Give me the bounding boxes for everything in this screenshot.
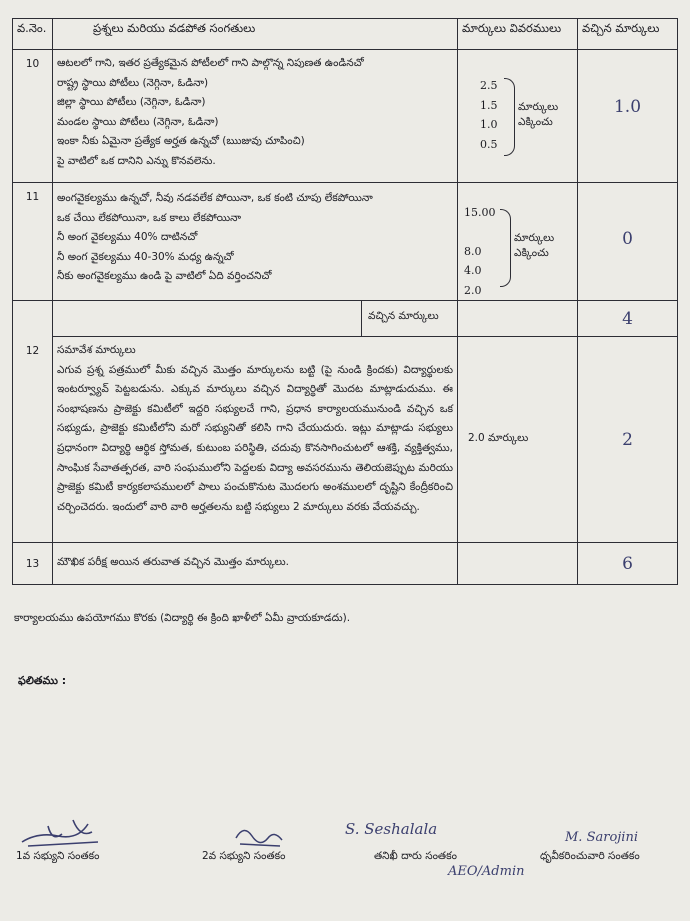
handwritten-inspector-name: S. Seshalala [345, 820, 438, 838]
mark-value: 0.5 [480, 137, 498, 151]
subtotal-row [13, 301, 678, 337]
subtotal-label: వచ్చిన మార్కులు [361, 301, 457, 336]
total-score [578, 543, 678, 585]
brace-icon [504, 78, 515, 156]
interview-paragraph: ఎగువ ప్రశ్న పత్రములో మీకు వచ్చిన మొత్తం మార్కులను బట్టి (పై నుండి క్రిందకు) విద్యార్థులకు ఇంటర్వ్యూవ్ పెట్టబడును. ఎక్కువ మార్కులు వచ్చిన విద్యార్థితో మొదట మాట్లాడుదుము. ఈ సంభాషణను ప్రాజెక్టు కమిటీలో ఇద్దరి సభ్యులచే గాని, ప్రధాన కార్యాలయమునుండి వచ్చిన ఒక సభ్యుడు, ప్రాజెక్టు కమిటీలోని మరో సభ్యునితో కలిసి గాని చేయుదురు. ఇట్లు మాట్లాడు సభ్యులు ప్రధానంగా విద్యార్థి ఆర్థిక స్తోమత, కుటుంబ పరిస్థితి, చదువు కొనసాగించుటలో ఆశక్తి, వ్యక్తిత్వము, సాంఘిక సేవాతత్పరత, వారి సంఘములోని పెద్దలకు విద్యా అవసరమును తెలియజెప్పుట మరియు ప్రాజెక్టు కమిటీ కార్యకలాపములలో పాలు పంచుకొనుట మొదలగు అంశములలో దృష్టిని కేంద్రీకరించి చర్చించెదరు. ఇందులో వారి వారి అర్హతలను బట్టి సభ్యులు 2 మార్కులు వరకు వేయవచ్చు. [57, 363, 453, 513]
brace-label-line: మార్కులు [518, 101, 559, 113]
question-line: రాష్ట్ర స్థాయి పోటీలు (నెగ్గినా, ఓడినా) [57, 76, 209, 89]
obtained-score [578, 183, 678, 301]
table-row-10 [13, 50, 678, 183]
row-number: 11 [13, 183, 53, 301]
question-line: ఆటలలో గాని, ఇతర ప్రత్యేకమైన పోటీలలో గాని పాల్గొన్న నిపుణత ఉండినచో [57, 57, 364, 69]
signature-member1-icon [18, 812, 108, 852]
header-serial-no: వ.నెం. [13, 19, 53, 50]
marks-details-cell [458, 183, 578, 301]
marks-details-cell [458, 50, 578, 183]
question-line: నీకు అంగవైకల్యము ఉండి పై వాటిలో ఏది వర్తించనిచో [57, 270, 272, 282]
mark-value: 2.0 [464, 283, 482, 297]
obtained-score [578, 50, 678, 183]
table-row-11 [13, 183, 678, 301]
handwritten-certifier-name: M. Sarojini [565, 830, 638, 845]
mark-value: 2.5 [480, 79, 498, 92]
question-line: ఇంకా నీకు ఏమైనా ప్రత్యేక అర్హత ఉన్నచో (ఋజువు చూపించి) [57, 135, 305, 147]
marks-details-cell [458, 337, 578, 543]
row-number: 10 [13, 50, 53, 183]
subtotal-spacer [13, 301, 53, 337]
marks-values [480, 76, 498, 154]
question-line: మండల స్థాయి పోటీలు (నెగ్గినా, ఓడినా) [57, 115, 219, 128]
subtotal-score [578, 301, 678, 337]
handwritten-aeo: AEO/Admin [448, 864, 525, 879]
question-line: జిల్లా స్థాయి పోటీలు (నెగ్గినా, ఓడినా) [57, 96, 206, 108]
office-use-note: కార్యాలయము ఉపయోగము కొరకు (విద్యార్థి ఈ క్రింది ఖాళీలో ఏమీ వ్రాయకూడదు). [14, 612, 351, 624]
subtotal-label-cell [53, 301, 458, 337]
header-marks-details: మార్కులు వివరములు [458, 19, 578, 50]
table-row-12 [13, 337, 678, 543]
result-label: ఫలితము : [18, 674, 67, 687]
interview-cell [53, 337, 458, 543]
brace-icon [500, 209, 511, 287]
mark-value: 4.0 [464, 264, 482, 277]
total-value: 6 [622, 553, 633, 574]
mark-value: 1.5 [480, 98, 498, 112]
obtained-value: 1.0 [613, 97, 642, 117]
subtotal-empty [458, 301, 578, 337]
member2-signature-label: 2వ సభ్యుని సంతకం [202, 850, 286, 862]
table-header-row [13, 19, 678, 50]
obtained-score [578, 337, 678, 543]
row-number: 12 [13, 337, 53, 543]
mark-value: 8.0 [464, 244, 482, 258]
subtotal-value: 4 [622, 309, 633, 329]
interview-marks: 2.0 మార్కులు [468, 432, 529, 444]
header-questions: ప్రశ్నలు మరియు వడపోత సంగతులు [53, 19, 458, 50]
brace-label-line: ఎక్కించు [518, 116, 553, 128]
table-row-13 [13, 543, 678, 585]
obtained-value: 0 [622, 229, 633, 249]
row-number: 13 [13, 543, 53, 585]
question-line: ఒక చేయి లేకపోయినా, ఒక కాలు లేకపోయినా [57, 211, 242, 224]
marks-values [464, 203, 496, 300]
certifier-signature-label: ధృవీకరించువారి సంతకం [540, 850, 640, 862]
member1-signature-label: 1వ సభ్యుని సంతకం [16, 850, 100, 862]
brace-label [514, 231, 554, 261]
question-cell [53, 50, 458, 183]
question-line: అంగవైకల్యము ఉన్నచో, నీవు నడవలేక పోయినా, ఒక కంటి చూపు లేకపోయినా [57, 192, 373, 204]
header-marks-obtained: వచ్చిన మార్కులు [578, 19, 678, 50]
question-line: నీ అంగ వైకల్యము 40% దాటినచో [57, 231, 198, 243]
mark-value: 15.00 [464, 206, 496, 219]
signature-member2-icon [230, 820, 290, 852]
interview-title: సమావేశ మార్కులు [57, 344, 136, 356]
inspector-signature-label: తనిఖీ దారు సంతకం [374, 850, 457, 862]
mark-value: 1.0 [480, 118, 498, 131]
total-label: మౌఖిక పరీక్ష అయిన తరువాత వచ్చిన మొత్తం మార్కులు. [57, 556, 289, 568]
brace-label-line: ఎక్కించు [514, 247, 549, 259]
question-cell [53, 183, 458, 301]
total-empty [458, 543, 578, 585]
obtained-value: 2 [622, 429, 633, 450]
question-line: నీ అంగ వైకల్యము 40-30% మధ్య ఉన్నచో [57, 250, 234, 263]
total-label-cell [53, 543, 458, 585]
brace-label-line: మార్కులు [514, 232, 555, 244]
brace-label [518, 100, 558, 130]
marks-table [12, 18, 678, 585]
question-line: పై వాటిలో ఒక దానిని ఎన్ను కొనవలెను. [57, 154, 216, 167]
